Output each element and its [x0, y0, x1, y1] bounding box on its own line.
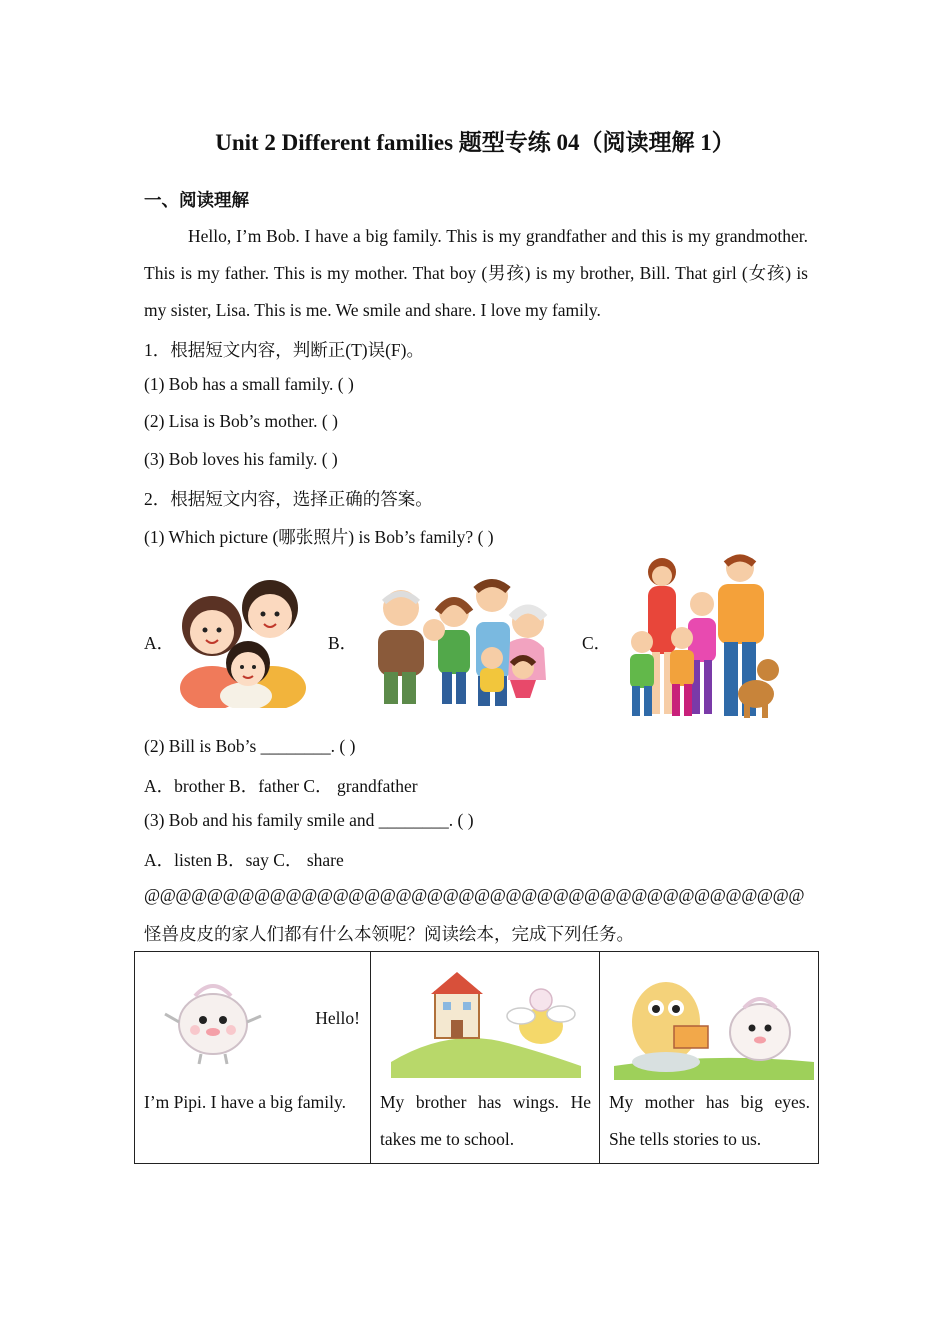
- pipi-hello-text: Hello!: [315, 1008, 360, 1028]
- story-text-2: My brother has wings. He takes me to school.: [380, 1092, 591, 1149]
- brother-wings-school-illustration: [391, 966, 587, 1078]
- picture-book-table: [134, 951, 819, 1164]
- task1-question-2: (2) Lisa is Bob’s mother. ( ): [144, 411, 338, 431]
- mother-stories-illustration: [610, 962, 816, 1080]
- task2-question-2: (2) Bill is Bob’s ________. ( ): [144, 736, 356, 756]
- picture-option-b-label: B．: [328, 633, 358, 653]
- task2-question-2-options: A．brother B．father C． grandfather: [144, 776, 418, 796]
- story-text-3: My mother has big eyes. She tells stories to us.: [609, 1092, 810, 1149]
- page-title: Unit 2 Different families 题型专练 04（阅读理解 1）: [215, 130, 735, 155]
- task2-instruction: 2．根据短文内容，选择正确的答案。: [144, 489, 433, 509]
- story-cell-3: [600, 952, 819, 1164]
- pipi-monster-illustration: [161, 974, 265, 1068]
- task2-question-1: (1) Which picture (哪张照片) is Bob’s family? ( ): [144, 527, 494, 547]
- family-picture-c: [626, 554, 782, 724]
- story-intro: 怪兽皮皮的家人们都有什么本领呢？阅读绘本，完成下列任务。: [144, 924, 634, 944]
- task2-question-3-options: A．listen B．say C． share: [144, 850, 344, 870]
- family-picture-b: [368, 572, 560, 712]
- reading-passage: Hello, I’m Bob. I have a big family. This is my grandfather and this is my grandmother. This is my father. This is my mother. That boy (男孩) is my brother, Bill. That girl (女孩) is my sister, Lisa. This is me. We smile and share. I love my family.: [144, 226, 808, 320]
- story-cell-1: [135, 952, 371, 1164]
- task1-question-3: (3) Bob loves his family. ( ): [144, 449, 338, 469]
- task2-question-3: (3) Bob and his family smile and ________. ( ): [144, 810, 474, 830]
- picture-option-c-label: C．: [582, 633, 612, 653]
- task1-question-1: (1) Bob has a small family. ( ): [144, 374, 354, 394]
- family-picture-a: [172, 568, 312, 708]
- section-divider: @@@@@@@@@@@@@@@@@@@@@@@@@@@@@@@@@@@@@@@@@@: [144, 885, 805, 905]
- story-cell-2: [371, 952, 600, 1164]
- task1-instruction: 1．根据短文内容，判断正(T)误(F)。: [144, 340, 424, 360]
- story-text-1: I’m Pipi. I have a big family.: [144, 1092, 347, 1112]
- section-heading-reading: 一、阅读理解: [144, 190, 249, 210]
- picture-option-a-label: A．: [144, 633, 175, 653]
